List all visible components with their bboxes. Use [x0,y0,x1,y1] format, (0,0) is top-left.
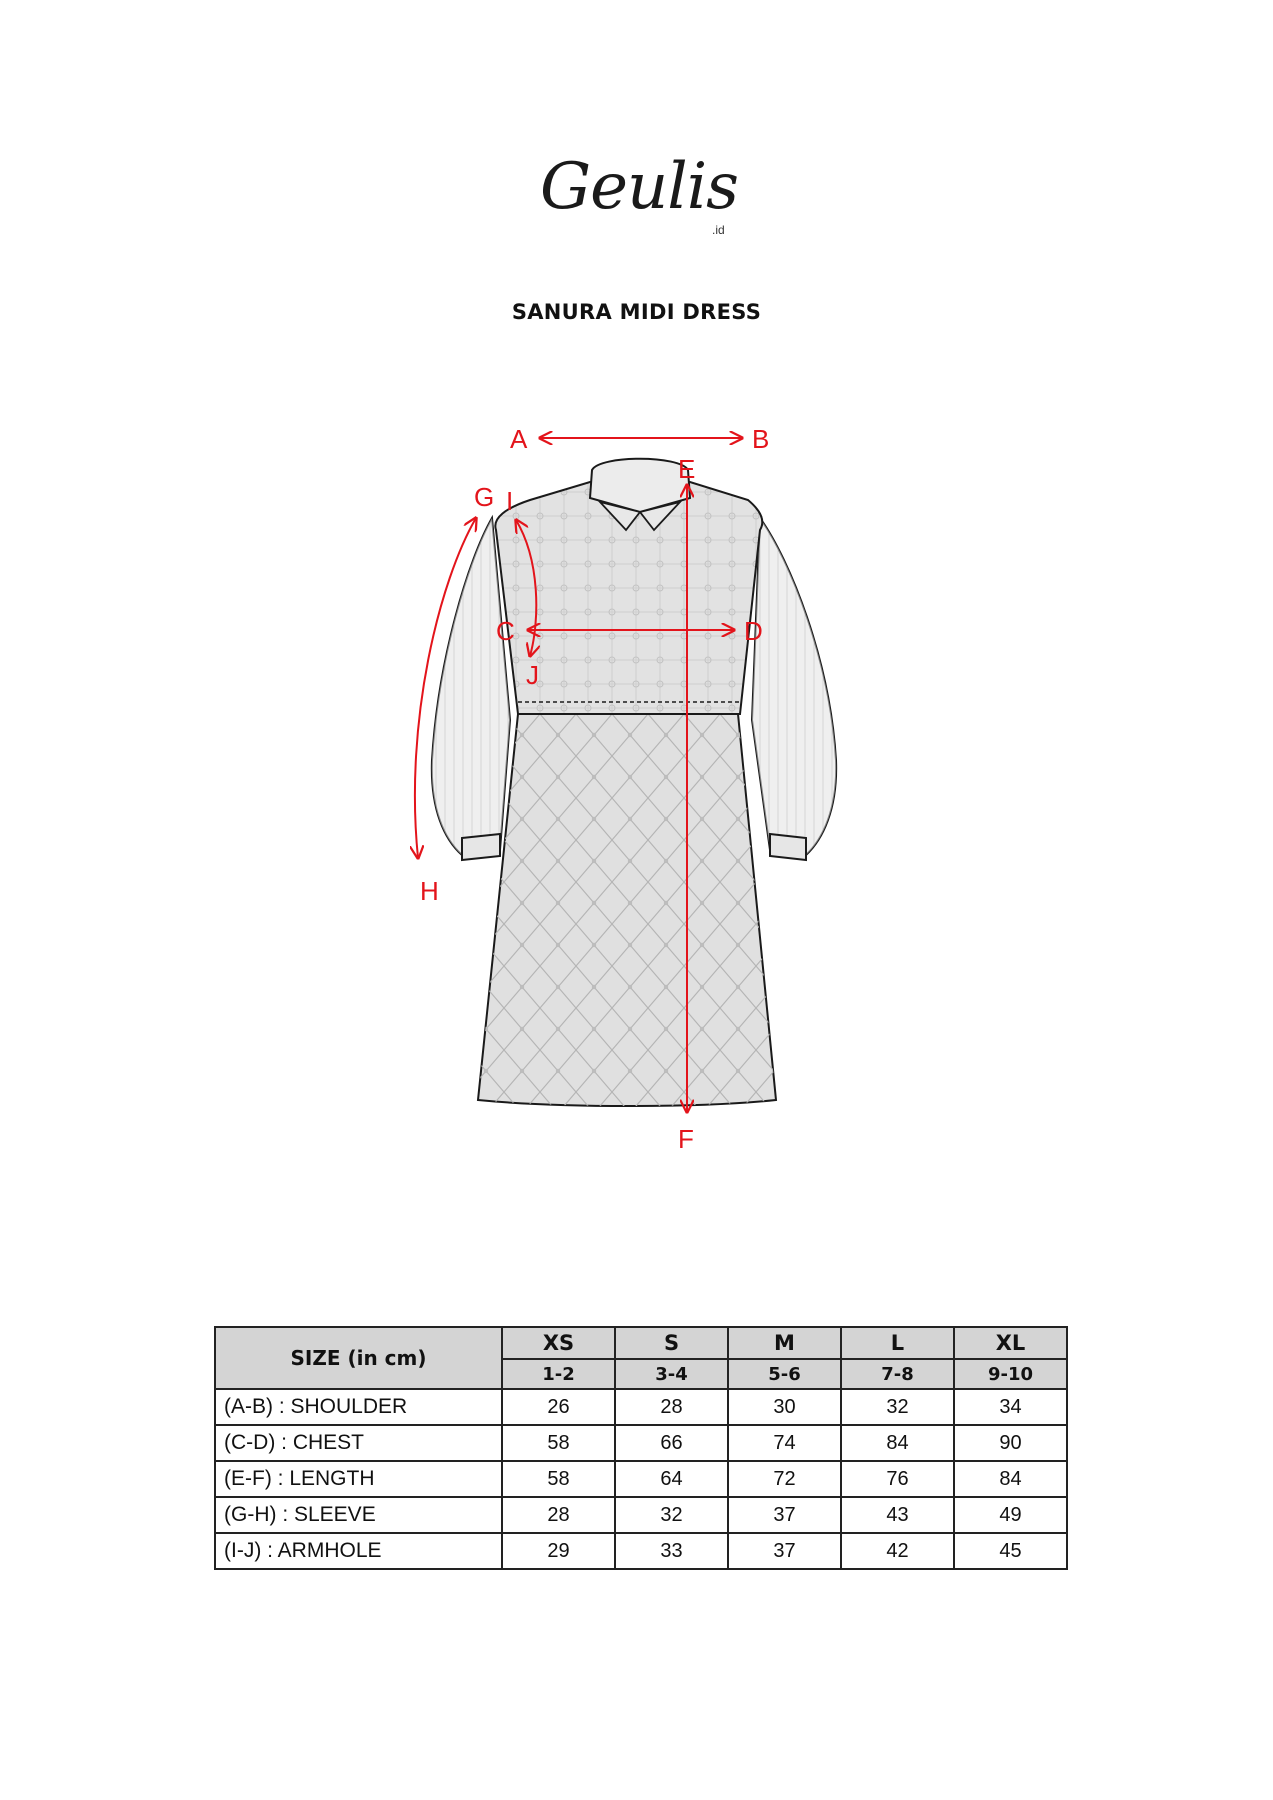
label-f: F [678,1124,694,1154]
cell-value: 37 [728,1497,841,1533]
table-row [215,1533,1067,1569]
cell-value: 58 [502,1425,615,1461]
cell-value: 45 [954,1533,1067,1569]
label-i: I [506,486,514,516]
age-xl: 9-10 [954,1359,1067,1389]
label-j: J [526,660,539,690]
table-row [215,1497,1067,1533]
cell-value: 37 [728,1533,841,1569]
row-label: (G-H) : SLEEVE [215,1497,502,1533]
cell-value: 28 [502,1497,615,1533]
table-row [215,1389,1067,1425]
cell-value: 28 [615,1389,728,1425]
age-xs: 1-2 [502,1359,615,1389]
label-g: G [474,482,495,512]
size-m: M [728,1327,841,1359]
right-cuff [770,834,806,860]
cell-value: 42 [841,1533,954,1569]
label-a: A [510,424,528,454]
logo-suffix: .id [712,223,725,237]
row-label: (C-D) : CHEST [215,1425,502,1461]
age-m: 5-6 [728,1359,841,1389]
cell-value: 84 [841,1425,954,1461]
table-row [215,1425,1067,1461]
left-cuff [462,834,500,860]
cell-value: 49 [954,1497,1067,1533]
row-label: (E-F) : LENGTH [215,1461,502,1497]
product-title: SANURA MIDI DRESS [511,300,762,324]
cell-value: 72 [728,1461,841,1497]
cell-value: 90 [954,1425,1067,1461]
size-l: L [841,1327,954,1359]
cell-value: 29 [502,1533,615,1569]
size-xs: XS [502,1327,615,1359]
cell-value: 43 [841,1497,954,1533]
cell-value: 64 [615,1461,728,1497]
cell-value: 84 [954,1461,1067,1497]
size-xl: XL [954,1327,1067,1359]
logo-wordmark: Geulis [540,150,738,224]
cell-value: 76 [841,1461,954,1497]
size-corner-label: SIZE (in cm) [215,1327,502,1389]
size-header-row [215,1327,1067,1359]
cell-value: 58 [502,1461,615,1497]
cell-value: 74 [728,1425,841,1461]
size-chart-table [214,1326,1068,1570]
cell-value: 66 [615,1425,728,1461]
size-s: S [615,1327,728,1359]
age-s: 3-4 [615,1359,728,1389]
label-d: D [744,616,763,646]
label-e: E [678,454,696,484]
cell-value: 33 [615,1533,728,1569]
label-h: H [420,876,439,906]
row-label: (A-B) : SHOULDER [215,1389,502,1425]
row-label: (I-J) : ARMHOLE [215,1533,502,1569]
table-row [215,1461,1067,1497]
cell-value: 32 [615,1497,728,1533]
cell-value: 32 [841,1389,954,1425]
cell-value: 30 [728,1389,841,1425]
cell-value: 34 [954,1389,1067,1425]
label-b: B [752,424,770,454]
label-c: C [496,616,515,646]
age-l: 7-8 [841,1359,954,1389]
cell-value: 26 [502,1389,615,1425]
